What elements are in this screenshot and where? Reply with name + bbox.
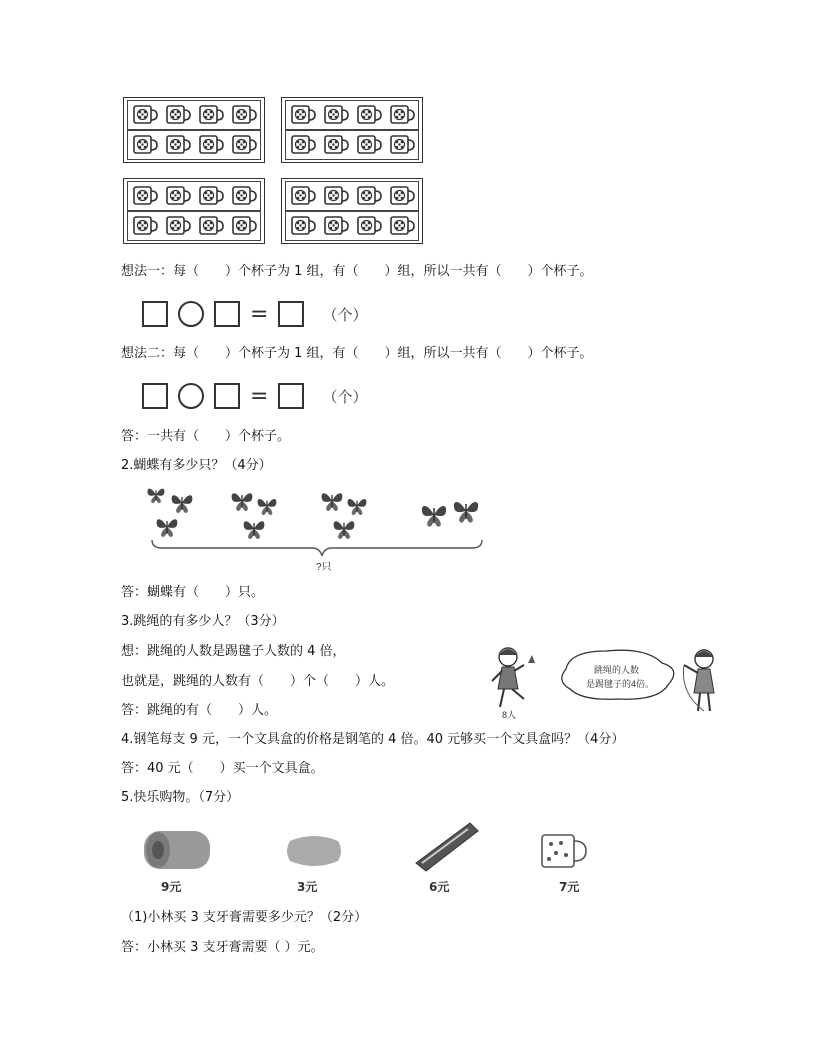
method-one-text: 想法一：每（ ）个杯子为 1 组，有（ ）组，所以一共有（ ）个杯子。: [121, 264, 593, 279]
cup-icon: [323, 185, 349, 207]
cup-icon: [389, 185, 415, 207]
toothpaste-icon: [412, 817, 482, 873]
cup-icon: [356, 215, 382, 237]
butterfly-icon: [334, 521, 355, 539]
cup-icon: [231, 104, 257, 126]
q5-answer-1: 答：小林买 3 支牙膏需要（ ）元。: [121, 940, 324, 955]
cup-icon: [356, 134, 382, 156]
cup-icon: [231, 185, 257, 207]
cup-icon: [389, 215, 415, 237]
answer-box[interactable]: [142, 383, 168, 409]
cup-icon: [290, 215, 316, 237]
towel-price: 9元: [161, 880, 182, 894]
mug-price: 7元: [559, 880, 580, 894]
butterfly-icon: [422, 506, 446, 527]
cup-icon: [389, 104, 415, 126]
girl-kicking-icon: [492, 648, 535, 707]
q3-think-2: 也就是，跳绳的人数有（ ）个（ ）人。: [121, 674, 395, 689]
cup-group-box: [281, 178, 423, 244]
butterfly-icon: [454, 502, 478, 523]
equals-sign: =: [250, 301, 269, 327]
cup-icon: [323, 104, 349, 126]
cup-icon: [132, 185, 158, 207]
cup-icon: [323, 215, 349, 237]
cup-icon: [198, 134, 224, 156]
q3-answer: 答：跳绳的有（ ）人。: [121, 703, 278, 718]
equation-row-2: [142, 380, 367, 412]
butterfly-group: [232, 493, 277, 539]
soap-price: 3元: [297, 880, 318, 894]
rope-skipping-picture: [478, 643, 738, 721]
cup-icon: [356, 104, 382, 126]
cup-icon: [231, 134, 257, 156]
cup-icon: [198, 185, 224, 207]
unit-label: （个）: [322, 387, 368, 406]
bubble-line-1: 跳绳的人数: [594, 665, 640, 675]
q3-think: 想：跳绳的人数是踢毽子人数的 4 倍，: [121, 644, 346, 659]
brace: [152, 540, 482, 556]
kid-count-label: 8人: [502, 710, 517, 720]
q3-title: 3.跳绳的有多少人？（3分）: [121, 614, 285, 629]
butterfly-icon: [258, 499, 277, 515]
mug-icon: [536, 829, 592, 873]
operator-circle[interactable]: [178, 301, 204, 327]
butterfly-icon: [172, 495, 193, 513]
cup-group-box: [123, 97, 265, 163]
q5-sub1: （1)小林买 3 支牙膏需要多少元？（2分）: [121, 910, 368, 925]
butterfly-icon: [232, 493, 253, 511]
answer-box[interactable]: [214, 383, 240, 409]
q4-answer: 答：40 元（ ）买一个文具盒。: [121, 761, 324, 776]
cup-icon: [198, 104, 224, 126]
answer-box[interactable]: [278, 383, 304, 409]
answer-box[interactable]: [214, 301, 240, 327]
cup-icon: [165, 134, 191, 156]
butterfly-group: [147, 489, 192, 537]
cup-icon: [290, 185, 316, 207]
unit-label: （个）: [322, 305, 368, 324]
butterfly-group: [322, 493, 367, 539]
butterfly-group: [422, 502, 478, 527]
toothpaste-price: 6元: [429, 880, 450, 894]
q2-title: 2.蝴蝶有多少只？（4分）: [121, 458, 272, 473]
q5-title: 5.快乐购物。（7分）: [121, 790, 240, 805]
cup-icon: [290, 104, 316, 126]
butterfly-picture: [122, 482, 492, 574]
butterfly-icon: [348, 499, 367, 515]
operator-circle[interactable]: [178, 383, 204, 409]
cup-icon: [132, 215, 158, 237]
cup-group-box: [123, 178, 265, 244]
cup-icon: [165, 185, 191, 207]
equals-sign: =: [250, 383, 269, 409]
butterfly-icon: [322, 493, 343, 511]
butterfly-icon: [157, 519, 178, 537]
girl-rope-icon: [683, 650, 714, 711]
q1-answer: 答：一共有（ ）个杯子。: [121, 429, 291, 444]
brace-label: ?只: [316, 562, 332, 573]
cup-icon: [165, 215, 191, 237]
q2-answer: 答：蝴蝶有（ ）只。: [121, 585, 265, 600]
equation-row-1: [142, 298, 367, 330]
butterfly-icon: [244, 521, 265, 539]
towel-icon: [138, 823, 218, 875]
bubble-line-2: 是踢毽子的4倍。: [586, 679, 655, 689]
cup-icon: [132, 134, 158, 156]
cup-icon: [389, 134, 415, 156]
cup-icon: [356, 185, 382, 207]
shopping-items: [126, 815, 616, 900]
cup-icon: [198, 215, 224, 237]
cup-icon: [323, 134, 349, 156]
answer-box[interactable]: [278, 301, 304, 327]
answer-box[interactable]: [142, 301, 168, 327]
q4-title: 4.钢笔每支 9 元，一个文具盒的价格是钢笔的 4 倍。40 元够买一个文具盒吗？（4分）: [121, 732, 625, 747]
cup-group-box: [281, 97, 423, 163]
method-two-text: 想法二：每（ ）个杯子为 1 组，有（ ）组，所以一共有（ ）个杯子。: [121, 346, 593, 361]
soap-icon: [284, 831, 344, 871]
cup-icon: [165, 104, 191, 126]
butterfly-icon: [147, 489, 164, 504]
cup-icon: [132, 104, 158, 126]
cup-icon: [231, 215, 257, 237]
cup-icon: [290, 134, 316, 156]
